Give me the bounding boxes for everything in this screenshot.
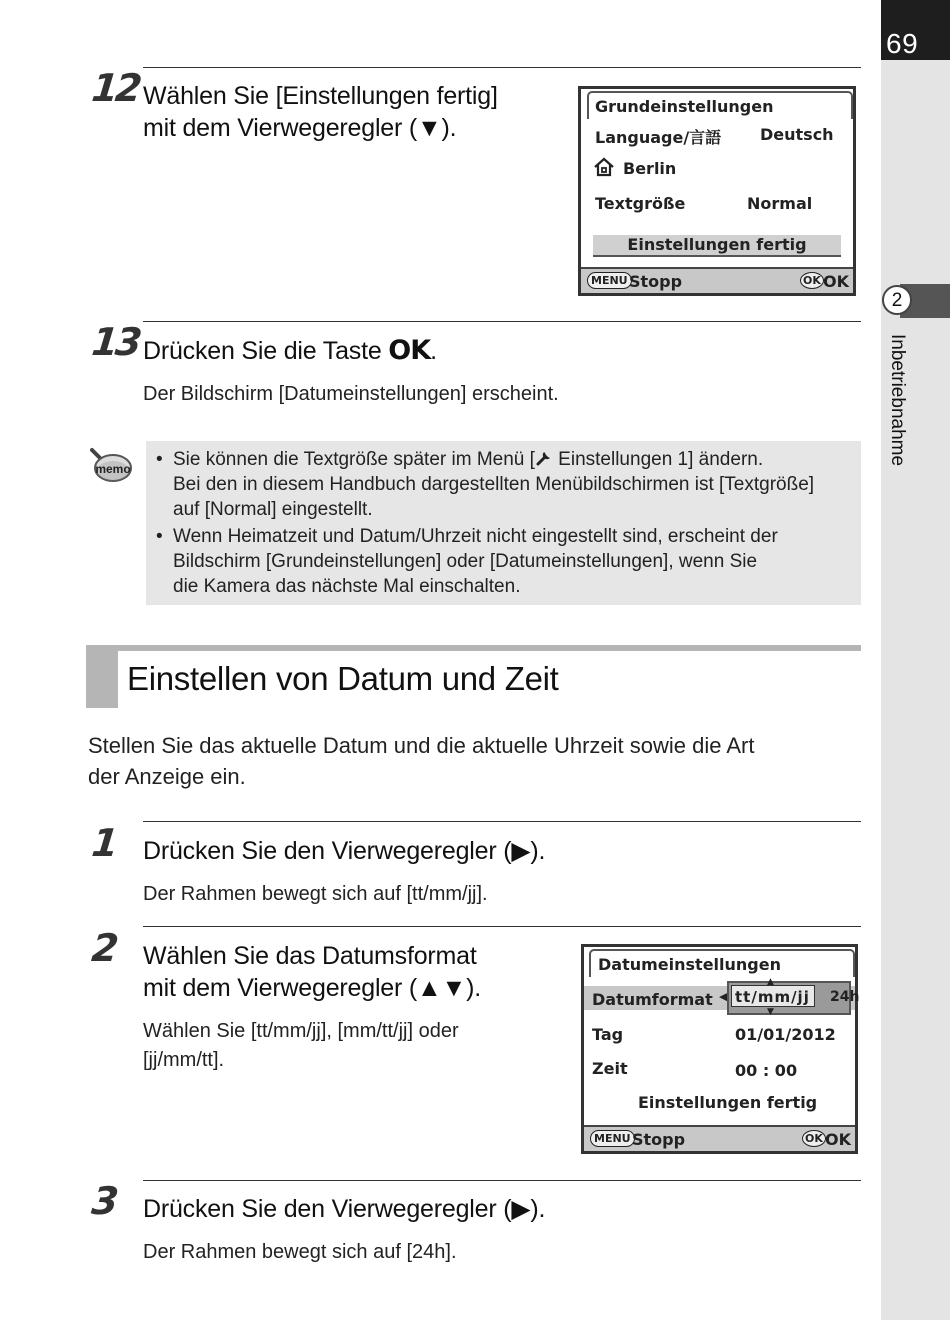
format-label: Datumformat [592, 990, 713, 1009]
textsize-label: Textgröße [595, 194, 686, 213]
section-header-block [86, 645, 118, 708]
home-city: Berlin [623, 159, 677, 178]
ok-label: OK [825, 1130, 851, 1149]
ok-button-icon: OK [800, 272, 824, 289]
day-label: Tag [592, 1025, 624, 1044]
section-header-bar [86, 645, 861, 651]
step-number-1: 1 [89, 821, 118, 865]
menu-button-icon: MENU [590, 1130, 635, 1147]
screen-footer [584, 1125, 855, 1151]
side-strip [881, 0, 950, 1320]
ok-button-icon: OK [802, 1130, 826, 1147]
memo-bullet1-line1 [173, 447, 763, 473]
memo-icon-text: memo [95, 462, 131, 476]
step-13-title [143, 334, 437, 368]
step-number-12: 12 [89, 66, 142, 110]
step-13-title-end: . [430, 337, 437, 365]
step-13-body: Der Bildschirm [Datumeinstellungen] erscheint. [143, 383, 559, 405]
memo-bullet2-line3: die Kamera das nächste Mal einschalten. [173, 576, 521, 597]
step-2-body-line2: [jj/mm/tt]. [143, 1049, 225, 1071]
step-2-title-line1: Wählen Sie das Datumsformat [143, 942, 477, 970]
step-divider [143, 1180, 861, 1181]
language-label: Language/言語 [595, 128, 722, 147]
memo-bullet1-pre: Sie können die Textgröße später im Menü [ [173, 449, 535, 470]
ok-key-symbol: OK [388, 335, 431, 366]
memo-icon [88, 446, 134, 486]
language-value: Deutsch [760, 125, 834, 144]
step-12-title-line1: Wählen Sie [Einstellungen fertig] [143, 82, 498, 110]
format-24h: 24h [830, 989, 860, 1005]
done-option[interactable]: Einstellungen fertig [593, 235, 841, 257]
page-number: 69 [886, 28, 919, 59]
step-1-body: Der Rahmen bewegt sich auf [tt/mm/jj]. [143, 883, 488, 905]
stop-label: Stopp [629, 272, 683, 291]
section-intro-line1: Stellen Sie das aktuelle Datum und die aktuelle Uhrzeit sowie die Art [88, 733, 755, 758]
camera-screen-datumeinstellungen [581, 944, 858, 1154]
up-arrow-icon: ▲ [767, 977, 774, 987]
chapter-number: 2 [882, 285, 912, 315]
memo-bullet2-line2: Bildschirm [Grundeinstellungen] oder [Datumeinstellungen], wenn Sie [173, 551, 758, 572]
time-label: Zeit [592, 1059, 628, 1078]
memo-bullet1-line3: auf [Normal] eingestellt. [173, 499, 373, 520]
memo-bullet: • [156, 526, 163, 547]
step-12-title-line2: mit dem Vierwegeregler (▼). [143, 114, 457, 142]
step-number-2: 2 [89, 926, 118, 970]
stop-label: Stopp [632, 1130, 686, 1149]
time-value: 00 : 00 [735, 1061, 798, 1080]
memo-bullet1-post: Einstellungen 1] ändern. [552, 449, 764, 470]
wrench-icon [535, 449, 553, 467]
format-value: tt/mm/jj [735, 988, 810, 1006]
down-arrow-icon: ▼ [767, 1007, 774, 1017]
step-divider [143, 926, 861, 927]
camera-screen-grundeinstellungen [578, 86, 856, 296]
step-divider [143, 321, 861, 322]
memo-bullet: • [156, 449, 163, 470]
memo-bullet2-line1: Wenn Heimatzeit und Datum/Uhrzeit nicht eingestellt sind, erscheint der [173, 526, 778, 547]
ok-label: OK [823, 272, 849, 291]
section-title: Einstellen von Datum und Zeit [127, 660, 559, 697]
step-2-body-line1: Wählen Sie [tt/mm/jj], [mm/tt/jj] oder [143, 1020, 459, 1042]
screen-header: Grundeinstellungen [595, 97, 774, 116]
section-intro-line2: der Anzeige ein. [88, 764, 246, 789]
screen-footer [581, 267, 853, 293]
screen-header: Datumeinstellungen [598, 955, 781, 974]
memo-bullet1-line2: Bei den in diesem Handbuch dargestellten Menübildschirmen ist [Textgröße] [173, 474, 815, 495]
step-13-title-text: Drücken Sie die Taste [143, 337, 382, 365]
step-2-title-line2: mit dem Vierwegeregler (▲▼). [143, 974, 481, 1002]
step-number-13: 13 [89, 320, 142, 364]
left-arrow-icon: ◀ [719, 990, 728, 1003]
home-icon [593, 157, 615, 181]
step-divider [143, 67, 861, 68]
step-number-3: 3 [89, 1179, 118, 1223]
textsize-value: Normal [747, 194, 813, 213]
step-3-title: Drücken Sie den Vierwegeregler (▶). [143, 1195, 546, 1223]
menu-button-icon: MENU [587, 272, 632, 289]
chapter-title: Inbetriebnahme [887, 334, 908, 467]
day-value: 01/01/2012 [735, 1025, 836, 1044]
step-1-title: Drücken Sie den Vierwegeregler (▶). [143, 837, 546, 865]
done-option[interactable]: Einstellungen fertig [638, 1093, 818, 1112]
step-divider [143, 821, 861, 822]
step-3-body: Der Rahmen bewegt sich auf [24h]. [143, 1241, 457, 1263]
